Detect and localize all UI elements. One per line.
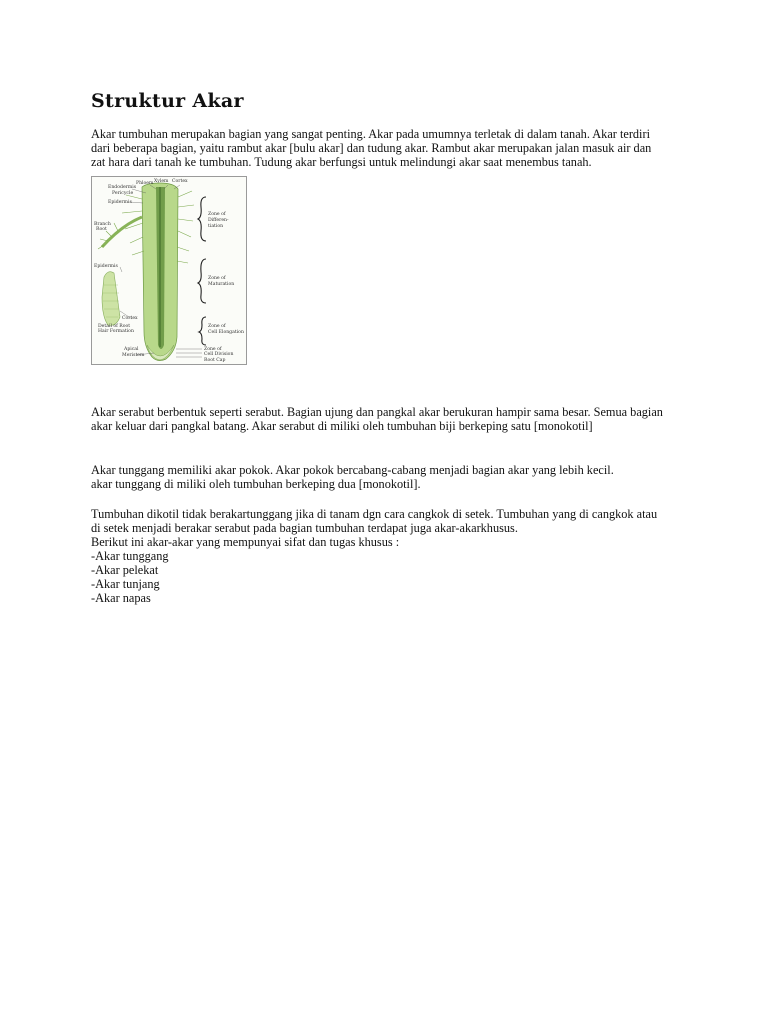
label-epidermis-left: Epidermis <box>94 264 118 269</box>
list-item: -Akar pelekat <box>91 563 159 577</box>
tunggang-paragraph <box>91 463 691 491</box>
text-line: Akar tumbuhan merupakan bagian yang sangat penting. Akar pada umumnya terletak di dalam tanah. Akar terdiri <box>91 127 650 141</box>
label-epidermis-top: Epidermis <box>108 200 132 205</box>
label-zone-diff-1: Zone of <box>208 212 226 217</box>
label-cortex-lower: Cortex <box>122 316 138 321</box>
label-phloem: Phloem <box>136 181 154 186</box>
label-xylem: Xylem <box>154 179 169 184</box>
label-zone-mat-1: Zone of <box>208 276 226 281</box>
root-structure-diagram <box>91 176 247 365</box>
label-zone-cap-1: Zone of <box>204 347 222 352</box>
list-item: -Akar tunggang <box>91 549 169 563</box>
label-detail-1: Detail of Root <box>98 324 131 329</box>
label-apical-1: Apical <box>124 347 139 352</box>
label-branch-root-2: Root <box>96 227 107 232</box>
text-line: zat hara dari tanah ke tumbuhan. Tudung akar berfungsi untuk melindungi akar saat menembus tanah. <box>91 155 592 169</box>
text-line: Tumbuhan dikotil tidak berakartunggang jika di tanam dgn cara cangkok di setek. Tumbuhan yang di cangkok atau <box>91 507 658 521</box>
text-line: Akar tunggang memiliki akar pokok. Akar pokok bercabang-cabang menjadi bagian akar yang lebih kecil. <box>91 463 614 477</box>
list-item: -Akar tunjang <box>91 577 160 591</box>
label-pericycle: Pericycle <box>112 191 134 196</box>
serabut-paragraph <box>91 405 691 433</box>
text-line: akar tunggang di miliki oleh tumbuhan berkeping dua [monokotil]. <box>91 477 421 491</box>
label-zone-elong-1: Zone of <box>208 324 226 329</box>
list-item: -Akar napas <box>91 591 151 605</box>
text-line: Berikut ini akar-akar yang mempunyai sifat dan tugas khusus : <box>91 535 400 549</box>
intro-paragraph <box>91 127 691 169</box>
label-cortex: Cortex <box>172 179 188 184</box>
label-branch-root: Branch <box>94 222 111 227</box>
text-line: akar keluar dari pangkal batang. Akar serabut di miliki oleh tumbuhan biji berkeping satu [monokotil] <box>91 419 593 433</box>
label-zone-elong-2: Cell Elongation <box>208 330 244 335</box>
label-zone-mat-2: Maturation <box>208 282 235 287</box>
label-apical-2: Meristem <box>122 353 145 358</box>
dikotil-paragraph <box>91 507 691 605</box>
label-root-cap: Root Cap <box>204 358 226 363</box>
label-detail-2: Hair Formation <box>98 329 134 334</box>
text-line: dari beberapa bagian, yaitu rambut akar [bulu akar] dan tudung akar. Rambut akar merupakan jalan masuk air dan <box>91 141 652 155</box>
label-zone-diff-3: tiation <box>208 224 224 229</box>
page-title: Struktur Akar <box>91 90 244 112</box>
label-zone-diff-2: Differen- <box>208 218 229 223</box>
text-line: di setek menjadi berakar serabut pada bagian tumbuhan terdapat juga akar-akarkhusus. <box>91 521 518 535</box>
label-endodermis: Endodermis <box>108 185 137 190</box>
label-zone-cap-2: Cell Division <box>204 352 234 357</box>
text-line: Akar serabut berbentuk seperti serabut. Bagian ujung dan pangkal akar berukuran hampir sama besar. Semua bagian <box>91 405 663 419</box>
